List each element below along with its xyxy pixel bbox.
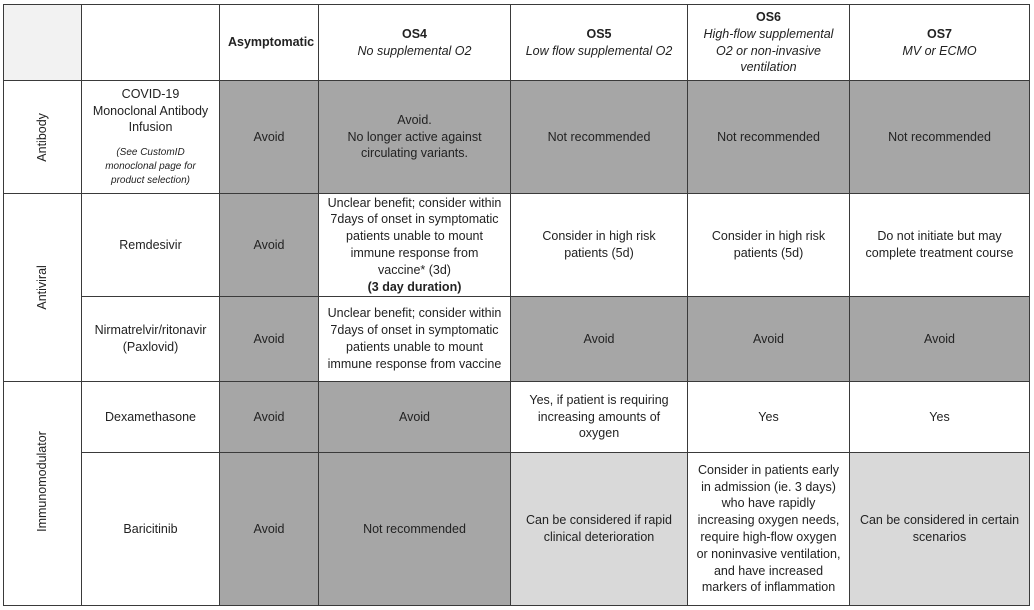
drug-cell-remdesivir: Remdesivir — [82, 194, 220, 297]
treatment-table — [3, 4, 1030, 606]
cell-baricitinib-os4: Not recommended — [319, 453, 511, 606]
header-os6-subtitle: High-flow supplemental O2 or non-invasive ventilation — [703, 26, 834, 75]
category-immunomodulator-label: Immunomodulator — [35, 431, 50, 532]
header-os7-subtitle: MV or ECMO — [902, 43, 977, 58]
cell-paxlovid-os6: Avoid — [688, 297, 850, 382]
cell-remdesivir-asymptomatic: Avoid — [220, 194, 319, 297]
table-row-baricitinib — [4, 453, 1030, 606]
drug-cell-monoclonal — [82, 81, 220, 194]
drug-cell-baricitinib: Baricitinib — [82, 453, 220, 606]
cell-baricitinib-os5: Can be considered if rapid clinical deterioration — [511, 453, 688, 606]
header-os5-title: OS5 — [586, 26, 612, 41]
table-row-remdesivir — [4, 194, 1030, 297]
category-antiviral — [4, 194, 82, 382]
cell-dexamethasone-os7: Yes — [850, 382, 1030, 453]
cell-baricitinib-asymptomatic: Avoid — [220, 453, 319, 606]
cell-paxlovid-os7: Avoid — [850, 297, 1030, 382]
cell-baricitinib-os6: Consider in patients early in admission (ie. 3 days) who have rapidly increasing oxygen needs, require high-flow oxygen or noninvasive ventilation, and have increased markers of inflammation — [688, 453, 850, 606]
drug-cell-dexamethasone: Dexamethasone — [82, 382, 220, 453]
header-os6 — [688, 5, 850, 81]
cell-paxlovid-asymptomatic: Avoid — [220, 297, 319, 382]
cell-monoclonal-asymptomatic: Avoid — [220, 81, 319, 194]
cell-monoclonal-os5: Not recommended — [511, 81, 688, 194]
header-os4-subtitle: No supplemental O2 — [357, 43, 472, 58]
header-os5-subtitle: Low flow supplemental O2 — [525, 43, 673, 58]
category-immunomodulator — [4, 382, 82, 606]
header-asymptomatic-title: Asymptomatic — [228, 35, 315, 50]
cell-paxlovid-os4: Unclear benefit; consider within 7days of onset in symptomatic patients unable to mount immune response from vaccine — [319, 297, 511, 382]
header-os4 — [319, 5, 511, 81]
drug-name-monoclonal: COVID-19 Monoclonal Antibody Infusion — [92, 86, 209, 135]
category-antiviral-label: Antiviral — [35, 265, 50, 310]
category-antibody-label: Antibody — [35, 112, 50, 162]
cell-dexamethasone-os6: Yes — [688, 382, 850, 453]
drug-header-cell — [82, 5, 220, 81]
cell-remdesivir-os5: Consider in high risk patients (5d) — [511, 194, 688, 297]
table-row-paxlovid — [4, 297, 1030, 382]
header-os6-title: OS6 — [755, 9, 781, 24]
table-row-dexamethasone — [4, 382, 1030, 453]
category-antibody — [4, 81, 82, 194]
cell-paxlovid-os5: Avoid — [511, 297, 688, 382]
header-os7 — [850, 5, 1030, 81]
drug-cell-paxlovid: Nirmatrelvir/ritonavir (Paxlovid) — [82, 297, 220, 382]
header-os5 — [511, 5, 688, 81]
cell-monoclonal-os4: Avoid. No longer active against circulating variants. — [319, 81, 511, 194]
cell-dexamethasone-os4: Avoid — [319, 382, 511, 453]
header-os4-title: OS4 — [401, 26, 427, 41]
header-row — [4, 5, 1030, 81]
cell-baricitinib-os7: Can be considered in certain scenarios — [850, 453, 1030, 606]
cell-remdesivir-os4 — [319, 194, 511, 297]
cell-monoclonal-os6: Not recommended — [688, 81, 850, 194]
corner-cell — [4, 5, 82, 81]
cell-remdesivir-os4-duration: (3 day duration) — [367, 279, 462, 294]
cell-remdesivir-os4-text: Unclear benefit; consider within 7days of onset in symptomatic patients unable to mount immune response from vaccine* (3d) — [327, 195, 502, 277]
cell-monoclonal-os7: Not recommended — [850, 81, 1030, 194]
cell-remdesivir-os6: Consider in high risk patients (5d) — [688, 194, 850, 297]
header-asymptomatic — [220, 5, 319, 81]
cell-dexamethasone-os5: Yes, if patient is requiring increasing amounts of oxygen — [511, 382, 688, 453]
cell-dexamethasone-asymptomatic: Avoid — [220, 382, 319, 453]
header-os7-title: OS7 — [926, 26, 952, 41]
cell-remdesivir-os7: Do not initiate but may complete treatment course — [850, 194, 1030, 297]
table-row-monoclonal — [4, 81, 1030, 194]
drug-note-monoclonal: (See CustomID monoclonal page for product selection) — [105, 147, 196, 187]
